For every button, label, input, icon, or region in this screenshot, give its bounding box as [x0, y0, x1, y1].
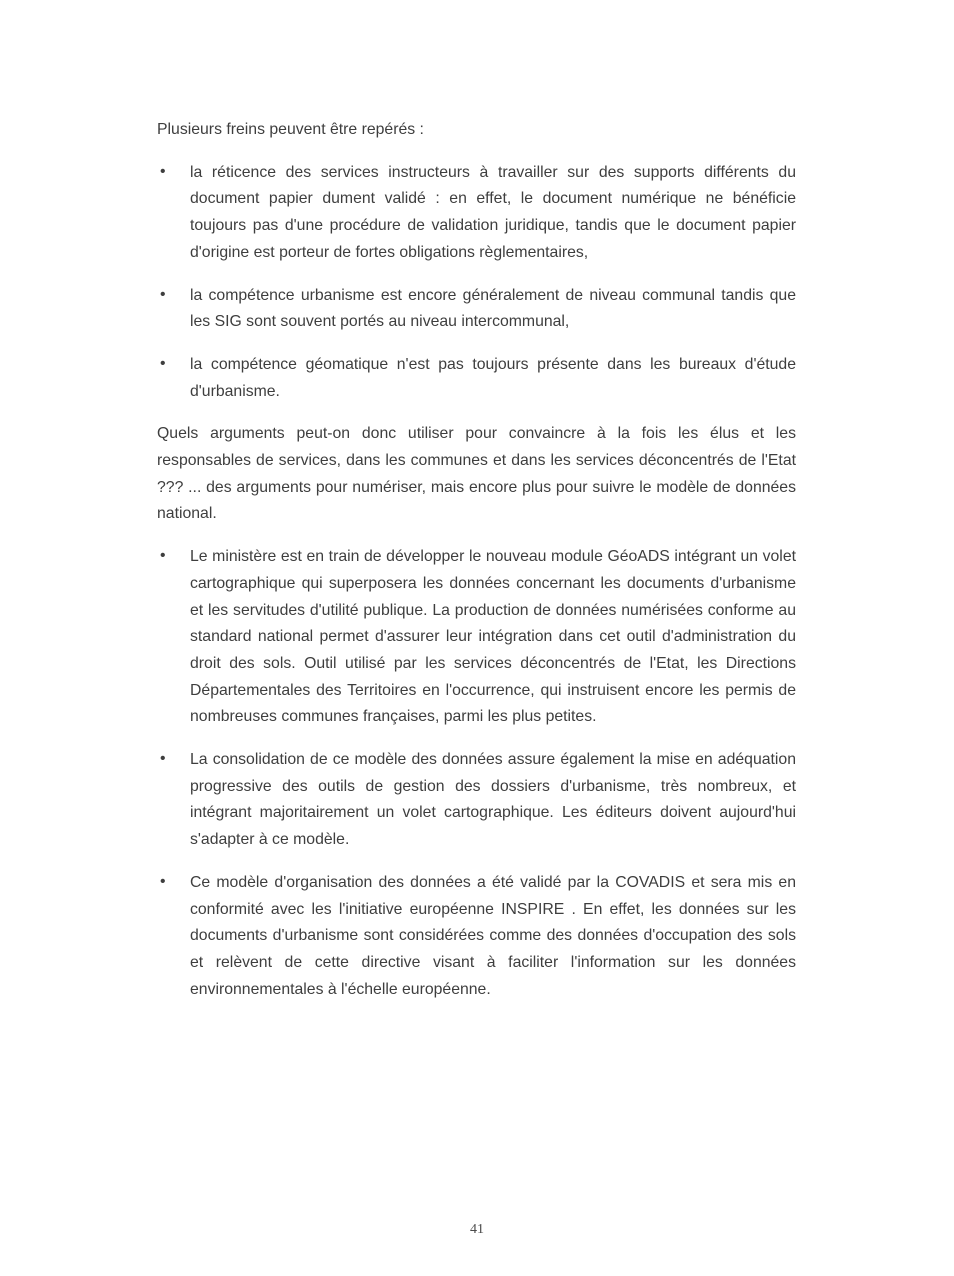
list-item-text: Ce modèle d'organisation des données a été validé par la COVADIS et sera mis en conformité avec les l'initiative européenne INSPIRE . En effet, les données sur les documents d'urbanisme sont considérées comme des données d'occupation des sols et relèvent de cette directive visant à faciliter l'information sur les données environnementales à l'échelle européenne. — [190, 873, 796, 998]
bullet-marker: • — [160, 872, 166, 890]
list-item-text: la compétence urbanisme est encore généralement de niveau communal tandis que les SIG sont souvent portés au niveau intercommunal, — [190, 286, 796, 331]
bullet-marker: • — [160, 547, 166, 565]
list-item — [157, 870, 796, 1004]
bullet-marker: • — [160, 285, 166, 303]
bullet-marker: • — [160, 162, 166, 180]
page-content — [157, 117, 796, 1019]
intro-paragraph: Plusieurs freins peuvent être repérés : — [157, 121, 424, 138]
list-item-text: Le ministère est en train de développer le nouveau module GéoADS intégrant un volet cartographique qui superposera les données concernant les documents d'urbanisme et les servitudes d'utilité publique. La production de données numérisées conforme au standard national permet d'assurer leur intégration dans cet outil d'administration du droit des sols. Outil utilisé par les services déconcentrés de l'Etat, les Directions Départementales des Territoires en l'occurrence, qui instruisent encore les permis de nombreuses communes françaises, parmi les plus petites. — [190, 548, 796, 726]
list-item-text: la réticence des services instructeurs à travailler sur des supports différents du document papier dument validé : en effet, le document numérique ne bénéficie toujours pas d'une procédure de validation juridique, tandis que le document papier d'origine est porteur de fortes obligations règlementaires, — [190, 163, 796, 261]
bullet-marker: • — [160, 354, 166, 372]
list-item — [157, 352, 796, 405]
list-item-text: La consolidation de ce modèle des données assure également la mise en adéquation progressive des outils de gestion des dossiers d'urbanisme, très nombreux, et intégrant majoritairement un volet cartographique. Les éditeurs doivent aujourd'hui s'adapter à ce modèle. — [190, 751, 796, 849]
freins-list — [157, 160, 796, 406]
list-item — [157, 160, 796, 267]
list-item — [157, 747, 796, 854]
page-number: 41 — [470, 1222, 484, 1237]
page-footer — [0, 1222, 954, 1238]
transition-paragraph: Quels arguments peut-on donc utiliser pour convaincre à la fois les élus et les responsables de services, dans les communes et dans les services déconcentrés de l'Etat ??? ... des arguments pour numériser, mais encore plus pour suivre le modèle de données national. — [157, 425, 796, 523]
list-item-text: la compétence géomatique n'est pas toujours présente dans les bureaux d'étude d'urbanisme. — [190, 355, 796, 400]
arguments-list — [157, 544, 796, 1003]
list-item — [157, 283, 796, 336]
bullet-marker: • — [160, 750, 166, 768]
list-item — [157, 544, 796, 731]
